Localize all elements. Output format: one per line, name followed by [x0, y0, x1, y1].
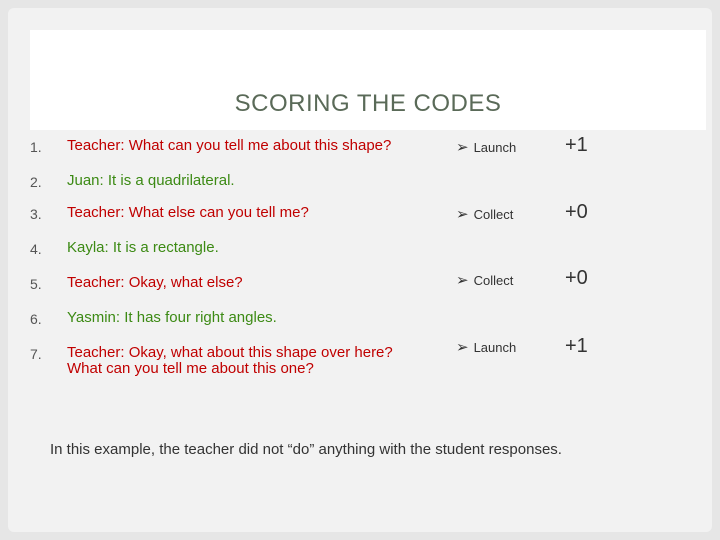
arrow-bullet-icon: ➢ — [456, 206, 469, 223]
transcript-line-student: Kayla: It is a rectangle. — [67, 239, 219, 256]
transcript-line-student: Yasmin: It has four right angles. — [67, 309, 277, 326]
transcript-line-teacher-cont: What can you tell me about this one? — [67, 360, 314, 377]
score-value: +1 — [565, 335, 588, 357]
transcript-line-teacher: Teacher: What can you tell me about this shape? — [67, 137, 392, 154]
score-value: +1 — [565, 134, 588, 156]
code-label: ➢ Launch — [456, 139, 517, 156]
code-label: ➢ Collect — [456, 272, 514, 289]
line-number: 7. — [30, 346, 42, 362]
score-value: +0 — [565, 201, 588, 223]
slide-title: SCORING THE CODES — [234, 90, 502, 117]
line-number: 5. — [30, 276, 42, 292]
arrow-bullet-icon: ➢ — [456, 272, 469, 289]
line-number: 1. — [30, 139, 42, 155]
arrow-bullet-icon: ➢ — [456, 339, 469, 356]
transcript-line-teacher: Teacher: What else can you tell me? — [67, 204, 309, 221]
line-number: 3. — [30, 206, 42, 222]
line-number: 4. — [30, 241, 42, 257]
transcript-line-teacher: Teacher: Okay, what else? — [67, 274, 243, 291]
code-label: ➢ Collect — [456, 206, 514, 223]
transcript-line-student: Juan: It is a quadrilateral. — [67, 172, 235, 189]
title-box — [30, 30, 706, 130]
code-label: ➢ Launch — [456, 339, 517, 356]
line-number: 6. — [30, 311, 42, 327]
line-number: 2. — [30, 174, 42, 190]
summary-note: In this example, the teacher did not “do” anything with the student responses. — [50, 441, 562, 458]
transcript-line-teacher: Teacher: Okay, what about this shape over here? — [67, 344, 393, 361]
arrow-bullet-icon: ➢ — [456, 139, 469, 156]
score-value: +0 — [565, 267, 588, 289]
